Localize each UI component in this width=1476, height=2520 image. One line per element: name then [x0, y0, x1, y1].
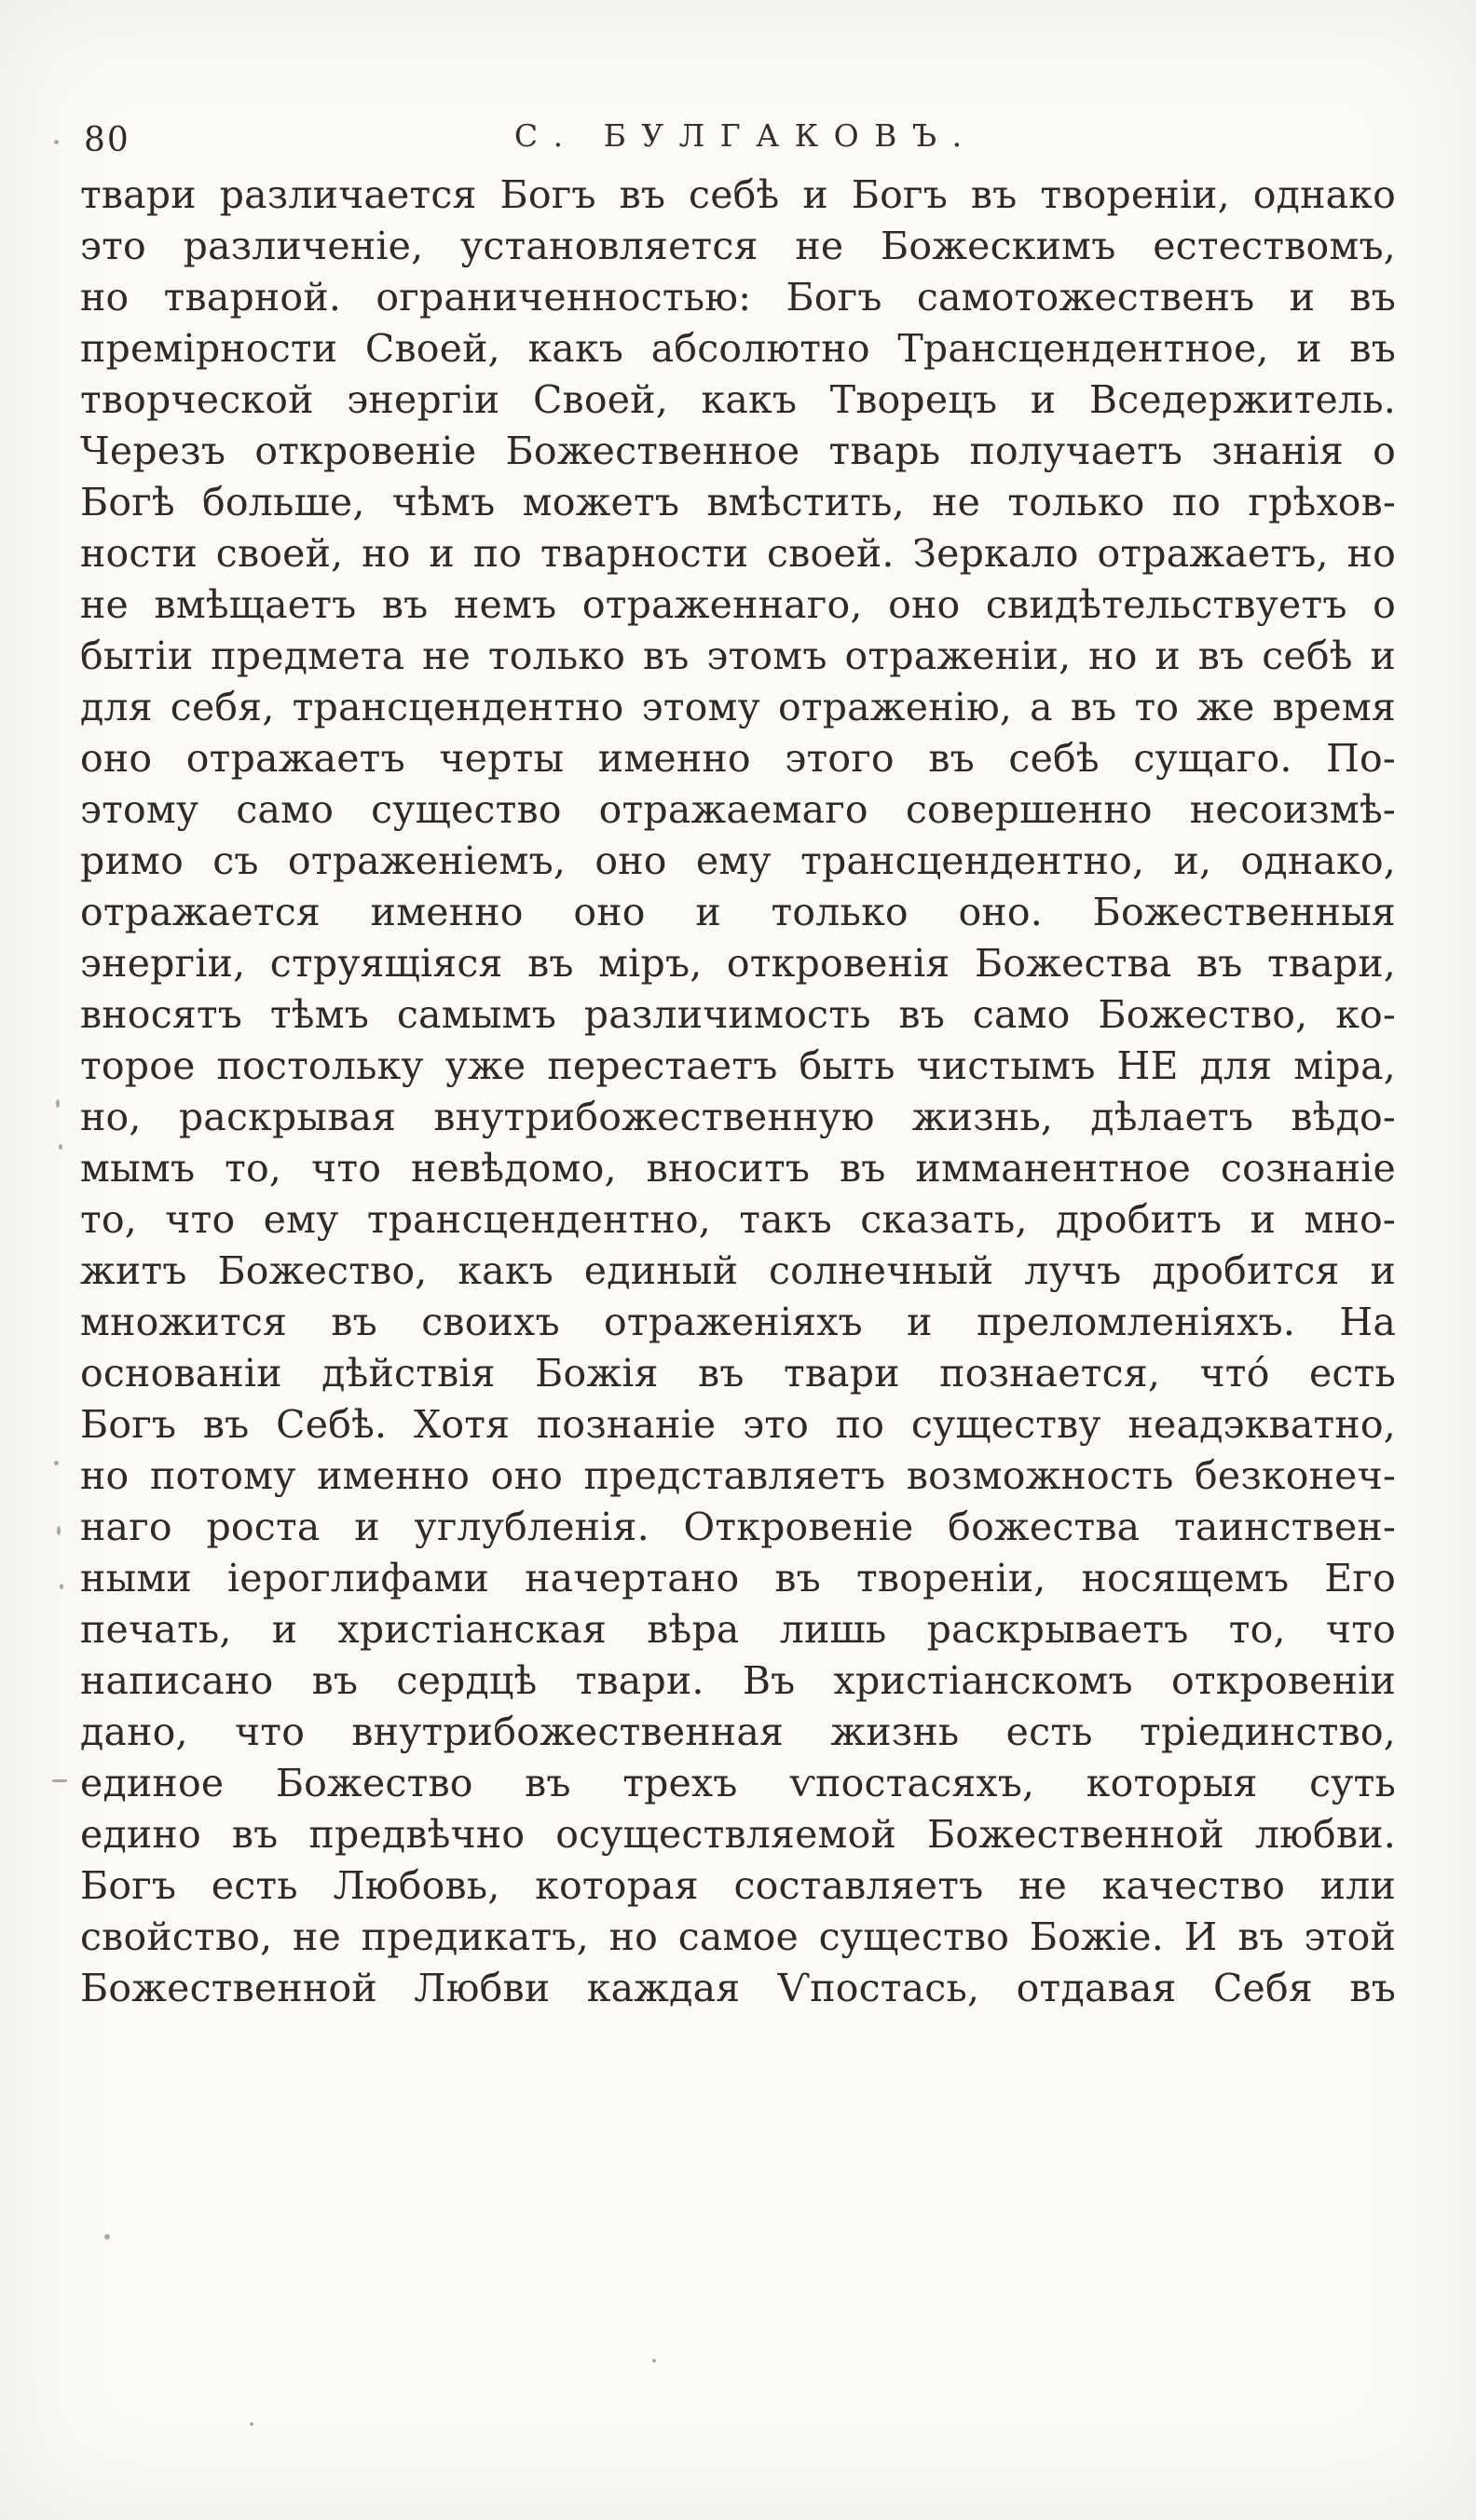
text-line: Божественной Любви каждая Ѵпостась, отдавая Себя въ	[80, 1966, 1396, 2010]
scan-speck	[52, 1779, 67, 1782]
text-line: печать, и христіанская вѣра лишь раскрываетъ то, что	[80, 1607, 1396, 1652]
text-line: отражается именно оно и только оно. Божественныя	[80, 890, 1396, 934]
body-text	[80, 170, 1396, 2014]
scan-speck	[59, 1144, 62, 1150]
text-line: римо съ отраженіемъ, оно ему трансцендентно, и, однако,	[80, 838, 1396, 883]
scan-speck	[60, 1584, 63, 1589]
text-line: Богѣ больше, чѣмъ можетъ вмѣстить, не только по грѣхов-	[80, 480, 1396, 524]
text-line: премірности Своей, какъ абсолютно Трансцендентное, и въ	[80, 326, 1396, 371]
text-line: но потому именно оно представляетъ возможность безконеч-	[80, 1453, 1396, 1498]
text-line: для себя, трансцендентно этому отраженію, а въ то же время	[80, 685, 1396, 729]
text-line: Богъ есть Любовь, которая составляетъ не качество или	[80, 1863, 1396, 1908]
text-line: но тварной. ограниченностью: Богъ самотожественъ и въ	[80, 275, 1396, 320]
text-line: то, что ему трансцендентно, такъ сказать, дробитъ и мно-	[80, 1197, 1396, 1242]
scan-speck	[250, 2422, 253, 2426]
scan-speck	[54, 140, 59, 144]
text-line: творческой энергіи Своей, какъ Творецъ и Вседержитель.	[80, 377, 1396, 422]
scan-speck	[652, 2359, 656, 2363]
text-line: мымъ то, что невѣдомо, вноситъ въ имманентное сознаніе	[80, 1146, 1396, 1191]
text-line: твари различается Богъ въ себѣ и Богъ въ твореніи, однако	[80, 172, 1396, 217]
scan-speck	[57, 1526, 61, 1535]
text-line: житъ Божество, какъ единый солнечный лучъ дробится и	[80, 1248, 1396, 1293]
text-line: написано въ сердцѣ твари. Въ христіанскомъ откровеніи	[80, 1658, 1396, 1703]
text-line: дано, что внутрибожественная жизнь есть тріединство,	[80, 1710, 1396, 1754]
text-line: ными іероглифами начертано въ твореніи, носящемъ Его	[80, 1556, 1396, 1601]
text-line: Богъ въ Себѣ. Хотя познаніе это по существу неадэкватно,	[80, 1402, 1396, 1447]
text-line: оно отражаетъ черты именно этого въ себѣ сущаго. По-	[80, 736, 1396, 781]
text-line: но, раскрывая внутрибожественную жизнь, дѣлаетъ вѣдо-	[80, 1095, 1396, 1139]
text-line: не вмѣщаетъ въ немъ отраженнаго, оно свидѣтельствуетъ о	[80, 582, 1396, 627]
text-line: Черезъ откровеніе Божественное тварь получаетъ знанія о	[80, 429, 1396, 473]
text-line: свойство, не предикатъ, но самое существо Божіе. И въ этой	[80, 1914, 1396, 1959]
text-line: единое Божество въ трехъ ѵпостасяхъ, которыя суть	[80, 1761, 1396, 1805]
text-line: бытіи предмета не только въ этомъ отраженіи, но и въ себѣ и	[80, 633, 1396, 678]
text-line: наго роста и углубленія. Откровеніе божества таинствен-	[80, 1505, 1396, 1549]
text-line: множится въ своихъ отраженіяхъ и преломленіяхъ. На	[80, 1300, 1396, 1344]
text-line: этому само существо отражаемаго совершенно несоизмѣ-	[80, 787, 1396, 832]
scan-speck	[54, 1461, 59, 1465]
running-title: С. БУЛГАКОВЪ.	[513, 117, 977, 154]
text-line: торое постольку уже перестаетъ быть чистымъ НЕ для міра,	[80, 1043, 1396, 1088]
text-line: вносятъ тѣмъ самымъ различимость въ само Божество, ко-	[80, 992, 1396, 1037]
text-line: основаніи дѣйствія Божія въ твари познается, что́ есть	[80, 1351, 1396, 1396]
text-line: едино въ предвѣчно осуществляемой Божественной любви.	[80, 1812, 1396, 1857]
scan-speck	[104, 2234, 110, 2240]
page-number: 80	[84, 121, 130, 159]
text-line: ности своей, но и по тварности своей. Зеркало отражаетъ, но	[80, 531, 1396, 576]
page-header	[80, 117, 1396, 166]
text-line: энергіи, струящіяся въ міръ, откровенія Божества въ твари,	[80, 941, 1396, 986]
text-line: это различеніе, установляется не Божескимъ естествомъ,	[80, 224, 1396, 268]
scan-speck	[56, 1099, 60, 1108]
